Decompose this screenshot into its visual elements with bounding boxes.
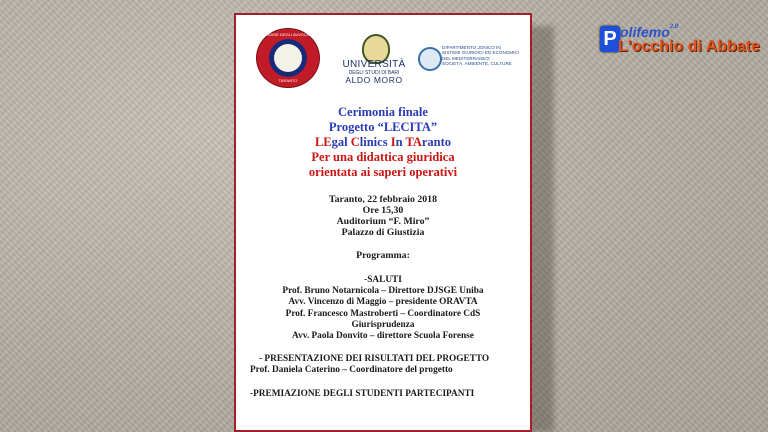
- ordine-avvocati-seal-logo: [256, 28, 320, 88]
- brand-top-text: olifemo: [620, 24, 670, 40]
- saluti-line: Prof. Francesco Mastroberti – Coordinatore CdS: [285, 308, 481, 319]
- saluti-section: [236, 275, 530, 342]
- title-line3: [236, 135, 530, 150]
- title-line5: orientata ai saperi operativi: [308, 165, 458, 179]
- title-word-ranto: ranto: [421, 135, 452, 149]
- seal-top-text: ORDINE DEGLI AVVOCATI: [263, 32, 313, 37]
- brand-version: 2.0: [669, 24, 679, 30]
- seal-emblem-icon: [274, 44, 302, 72]
- presentazione-heading: - PRESENTAZIONE DEI RISULTATI DEL PROGETTO: [259, 354, 490, 364]
- title-line4: Per una didattica giuridica: [311, 150, 455, 164]
- department-logo-icon: [418, 47, 442, 71]
- university-line1: UNIVERSITÀ: [342, 59, 406, 70]
- event-date: Taranto, 22 febbraio 2018: [329, 194, 437, 205]
- brand-tagline: L'occhio di Abbate: [618, 38, 760, 55]
- event-time: Ore 15,30: [362, 205, 404, 216]
- polifemo-brand-logo: [600, 22, 760, 62]
- department-line: DEL MEDITERRANEO:: [442, 55, 491, 61]
- seal-bottom-text: TARANTO: [278, 78, 298, 83]
- saluti-line: Prof. Bruno Notarnicola – Direttore DJSGE Uniba: [282, 286, 484, 297]
- university-line2: DEGLI STUDI DI BARI: [348, 70, 400, 76]
- title-acronym-c: C: [350, 135, 360, 149]
- event-details: [236, 194, 530, 238]
- saluti-heading: -SALUTI: [364, 275, 402, 285]
- event-building: Palazzo di Giustizia: [341, 227, 425, 238]
- department-name: [442, 45, 530, 67]
- department-line: SOCIETÀ, AMBIENTE, CULTURE: [442, 61, 512, 67]
- presentazione-coordinator: Prof. Daniela Caterino – Coordinatore del progetto: [250, 365, 453, 375]
- title-line1: Cerimonia finale: [338, 105, 428, 119]
- presentazione-section: [250, 354, 530, 376]
- saluti-line: Avv. Vincenzo di Maggio – presidente ORAVTA: [288, 297, 478, 308]
- event-venue: Auditorium “F. Miro”: [336, 216, 430, 227]
- department-line: SISTEMI GIURIDICI ED ECONOMICI: [442, 50, 520, 56]
- title-acronym-i: I: [390, 135, 396, 149]
- university-name: [340, 60, 408, 85]
- title-word-linics: linics: [359, 135, 391, 149]
- premiazione-heading: -PREMIAZIONE DEGLI STUDENTI PARTECIPANTI: [250, 389, 475, 399]
- department-line: DIPARTIMENTO JONICO IN: [442, 45, 501, 50]
- university-line3: ALDO MORO: [345, 75, 403, 85]
- title-word-gal: gal: [331, 135, 351, 149]
- saluti-line: Avv. Paola Donvito – direttore Scuola Forense: [292, 331, 474, 342]
- saluti-line: Giurisprudenza: [351, 319, 415, 330]
- event-title: [236, 105, 530, 180]
- title-line2: Progetto “LECITA”: [328, 120, 438, 134]
- polifemo-p-icon: P: [600, 26, 620, 52]
- title-word-n: n: [395, 135, 406, 149]
- title-acronym-le: LE: [314, 135, 332, 149]
- title-acronym-ta: TA: [405, 135, 422, 149]
- programma-heading: Programma:: [356, 250, 410, 261]
